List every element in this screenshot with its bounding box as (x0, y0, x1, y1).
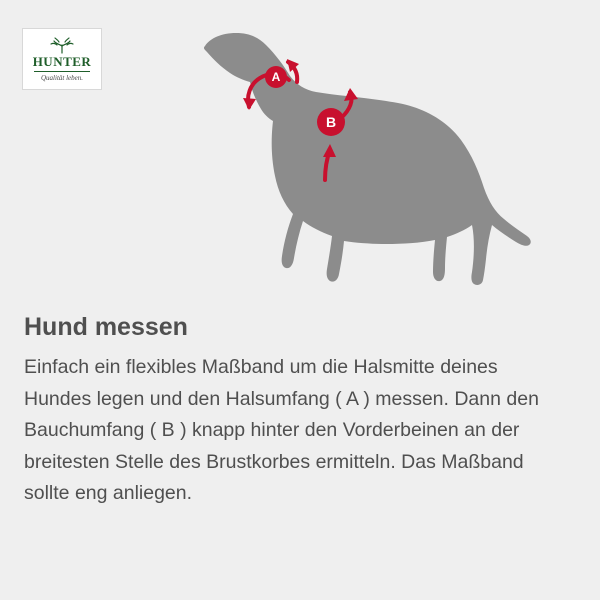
page-title: Hund messen (24, 313, 188, 341)
marker-badge-a: A (265, 66, 287, 88)
brand-tagline: Qualität leben. (41, 74, 83, 82)
marker-b-arrowhead2 (344, 88, 358, 101)
logo-divider (34, 71, 90, 72)
instruction-block (24, 312, 580, 510)
instruction-text: Einfach ein flexibles Maßband um die Halsmitte deines Hundes legen und den Halsumfang ( A ) messen. Dann den Bauchumfang ( B ) knapp hinter den Vorderbeinen an der breitesten Stelle des Brustkorbes ermitteln. Das Maßband sollte eng anliegen. (24, 356, 539, 505)
marker-badge-b: B (317, 108, 345, 136)
antler-crest-icon (47, 36, 77, 54)
marker-a-arrowhead (243, 98, 256, 110)
brand-logo (22, 28, 102, 90)
brand-wordmark: HUNTER (32, 54, 92, 69)
